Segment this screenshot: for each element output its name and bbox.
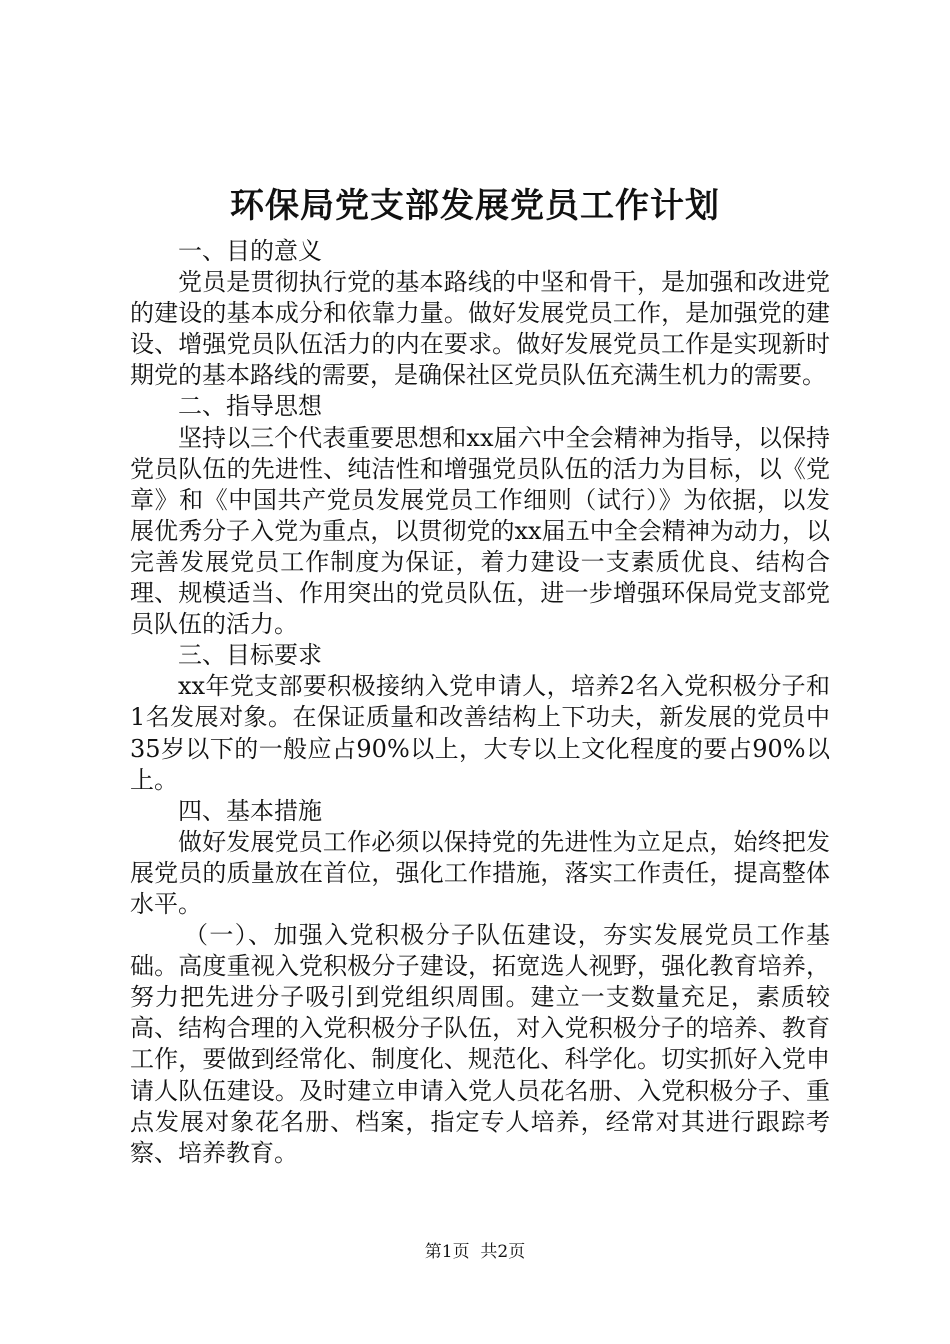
paragraph: 坚持以三个代表重要思想和xx届六中全会精神为指导，以保持党员队伍的先进性、纯洁性和增强党员队伍的活力为目标，以《党章》和《中国共产党员发展党员工作细则（试行）》为依据，以发展优秀分子入党为重点，以贯彻党的xx届五中全会精神为动力，以完善发展党员工作制度为保证，着力建设一支素质优良、结构合理、规模适当、作用突出的党员队伍，进一步增强环保局党支部党员队伍的活力。 [130, 423, 830, 639]
section-heading: 二、指导思想 [178, 392, 322, 421]
paragraph: 做好发展党员工作必须以保持党的先进性为立足点，始终把发展党员的质量放在首位，强化工作措施，落实工作责任，提高整体水平。 [130, 827, 830, 918]
paragraph: xx年党支部要积极接纳入党申请人，培养2名入党积极分子和1名发展对象。在保证质量和改善结构上下功夫，新发展的党员中35岁以下的一般应占90%以上，大专以上文化程度的要占90%以上。 [130, 672, 830, 794]
document-body [130, 236, 830, 1169]
paragraph: 党员是贯彻执行党的基本路线的中坚和骨干，是加强和改进党的建设的基本成分和依靠力量。做好发展党员工作，是加强党的建设、增强党员队伍活力的内在要求。做好发展党员工作是实现新时期党的基本路线的需要，是确保社区党员队伍充满生机力的需要。 [130, 268, 830, 390]
page-footer [0, 1240, 950, 1264]
document-title: 环保局党支部发展党员工作计划 [230, 186, 720, 226]
paragraph: （一）、加强入党积极分子队伍建设，夯实发展党员工作基础。高度重视入党积极分子建设，拓宽选人视野，强化教育培养，努力把先进分子吸引到党组织周围。建立一支数量充足，素质较高、结构合理的入党积极分子队伍，对入党积极分子的培养、教育工作，要做到经常化、制度化、规范化、科学化。切实抓好入党申请人队伍建设。及时建立申请入党人员花名册、入党积极分子、重点发展对象花名册、档案，指定专人培养，经常对其进行跟踪考察、培养教育。 [130, 921, 830, 1167]
section-heading: 一、目的意义 [178, 237, 322, 265]
page-number: 第1页 共2页 [424, 1242, 526, 1262]
section-heading: 三、目标要求 [178, 641, 322, 670]
section-heading: 四、基本措施 [178, 796, 322, 825]
